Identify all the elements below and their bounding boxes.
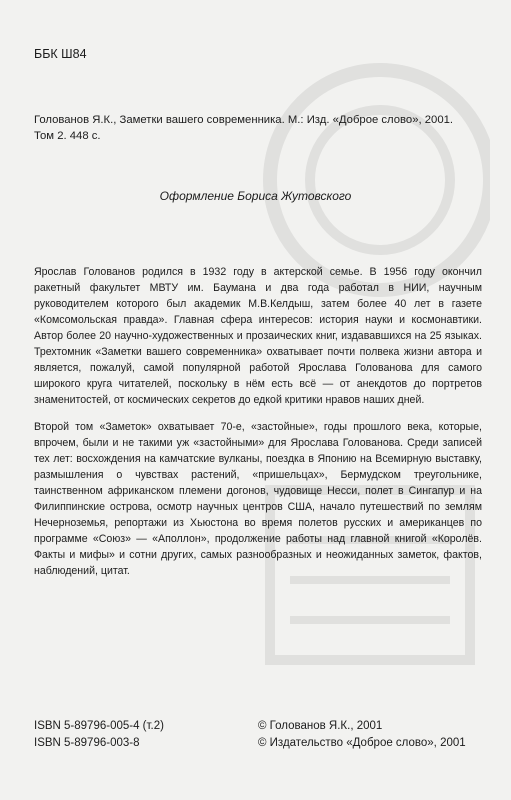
annotation-paragraph-2: Второй том «Заметок» охватывает 70-е, «застойные», годы прошлого века, которые, впрочем, были и не такими уж «застойными» для Ярослава Голованова. Среди записей тех лет: восхождения на камчатские вулканы, поездка в Японию на Всемирную выставку, размышления о чувствах растений, «пришельцах», Бермудском треугольнике, таинственном африканском племени догонов, чудовище Несси, полет в Сингапур и на Филиппинские острова, осмотр научных центров США, начало путешествий по землям Нечерноземья, репортажи из Хьюстона во время полетов русских и американцев по программе «Союз» — «Аполлон», продолжение работы над главной книгой «Королёв. Факты и мифы» и сотни других, самых разнообразных и неожиданных заметок, фактов, наблюдений, цитат.	[34, 421, 482, 577]
bibliographic-record	[34, 112, 479, 144]
copyright-line-1: © Голованов Я.К., 2001	[258, 720, 383, 732]
bibliographic-line-2: Том 2. 448 с.	[34, 130, 101, 142]
copyright-block	[258, 718, 466, 752]
bbk-code: ББК Ш84	[34, 47, 87, 61]
isbn-block	[34, 718, 164, 752]
design-credit: Оформление Бориса Жутовского	[159, 189, 352, 203]
annotation-paragraph-1: Ярослав Голованов родился в 1932 году в актерской семье. В 1956 году окончил ракетный факультет МВТУ им. Баумана и два года работал в НИИ, научным руководителем которого был академик М.В.Келдыш, затем более 40 лет в газете «Комсомольская правда». Главная сфера интересов: история науки и космонавтики. Автор более 20 научно-художественных и прозаических книг, издававшихся на 25 языках. Трехтомник «Заметки вашего современника» охватывает почти полвека жизни автора и является, пожалуй, самой популярной работой Ярослава Голованова для самого широкого круга читателей, поскольку в нём есть всё — от анекдотов до портретов знаменитостей, от космических секретов до едкой критики нравов наших дней.	[34, 266, 482, 406]
bibliographic-line-1: Голованов Я.К., Заметки вашего современника. М.: Изд. «Доброе слово», 2001.	[34, 114, 454, 126]
isbn-line-2: ISBN 5-89796-003-8	[34, 737, 140, 749]
copyright-line-2: © Издательство «Доброе слово», 2001	[258, 737, 466, 749]
isbn-line-1: ISBN 5-89796-005-4 (т.2)	[34, 720, 164, 732]
